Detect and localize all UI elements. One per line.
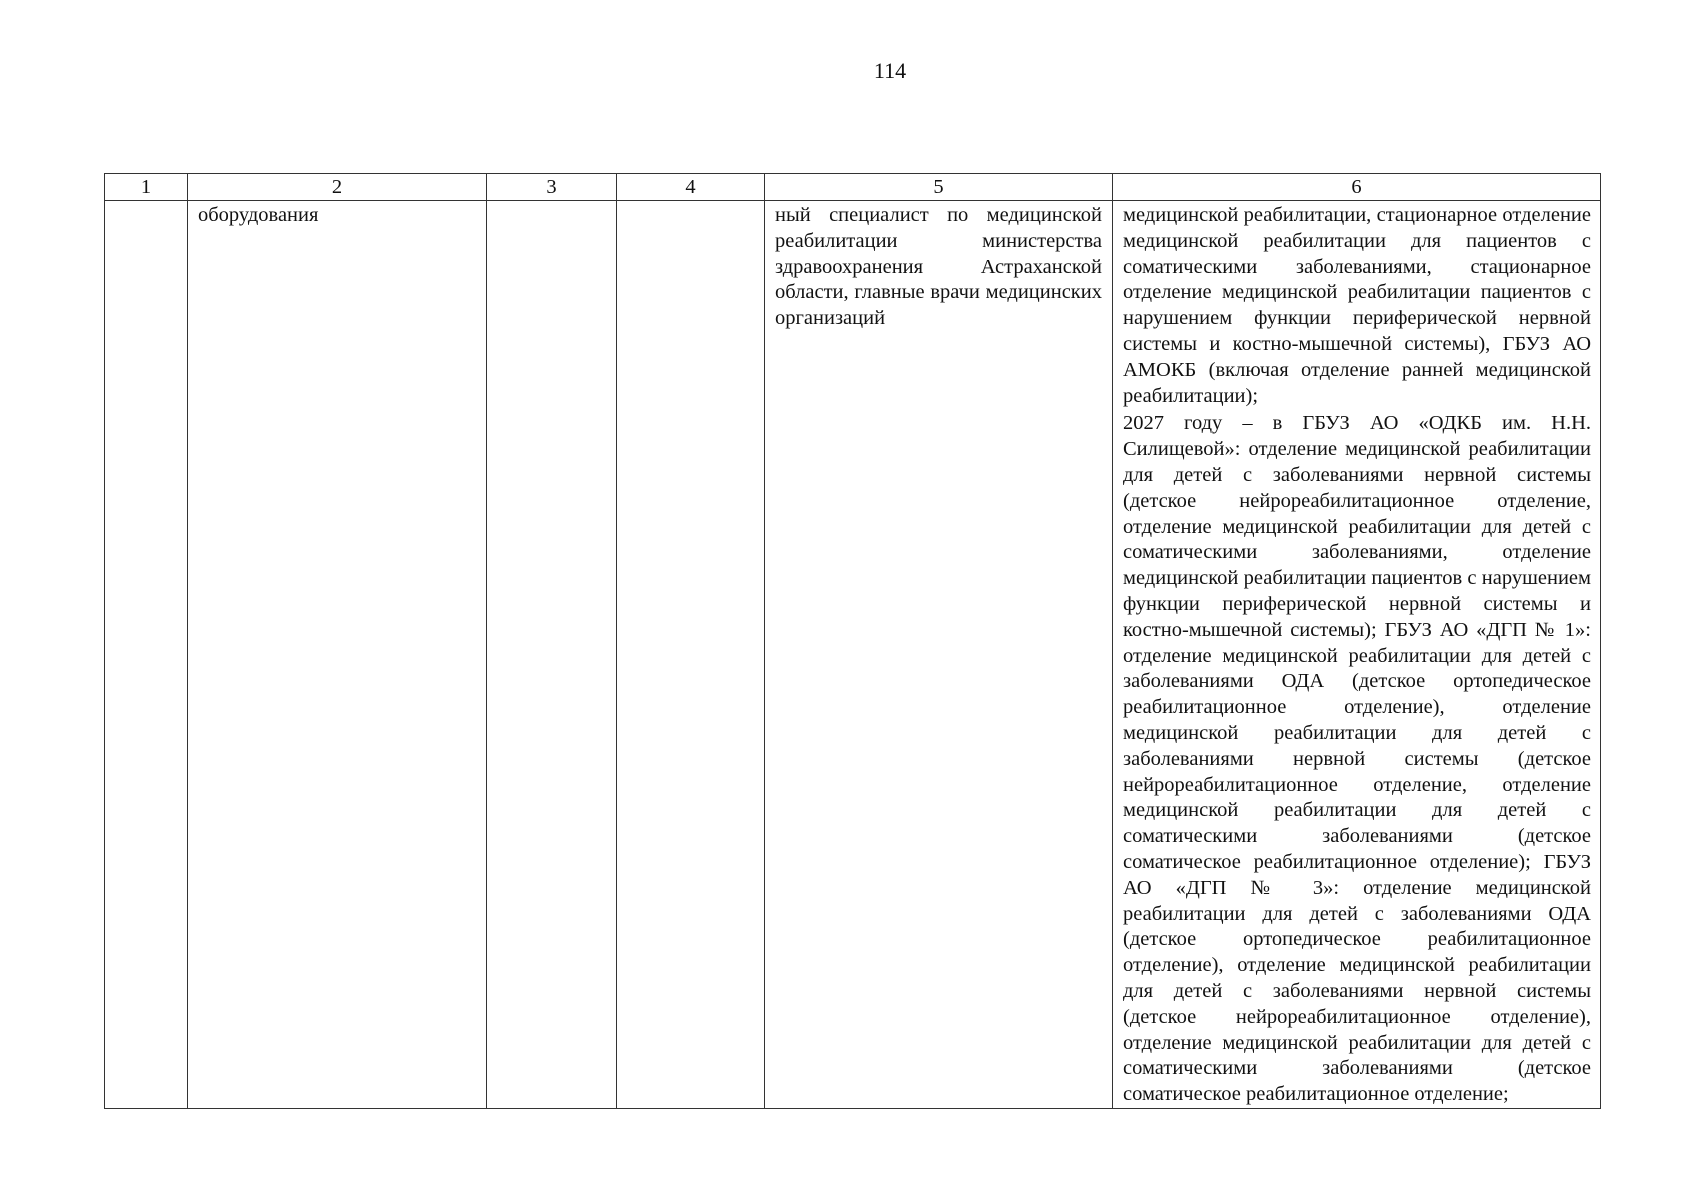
column-header-4: 4 <box>617 174 765 201</box>
table-header-row <box>105 174 1601 201</box>
cell-col-2 <box>188 201 487 1109</box>
cell-col-6 <box>1113 201 1601 1109</box>
column-header-5: 5 <box>765 174 1113 201</box>
cell-col-1 <box>105 201 188 1109</box>
cell-text <box>105 201 187 203</box>
cell-text <box>617 201 764 203</box>
document-table <box>104 173 1601 1109</box>
page-number: 114 <box>873 58 907 83</box>
cell-text: ный специалист по медицинской реабилитации министерства здравоохранения Астраханской области, главные врачи медицинских организаций <box>775 204 1102 330</box>
table-row <box>105 201 1601 1109</box>
column-header-3: 3 <box>487 174 617 201</box>
column-header-6: 6 <box>1113 174 1601 201</box>
column-header-2: 2 <box>188 174 487 201</box>
cell-paragraph-2: 2027 году – в ГБУЗ АО «ОДКБ им. Н.Н. Силищевой»: отделение медицинской реабилитации для детей с заболеваниями нервной системы (детское нейрореабилитационное отделение, отделение медицинской реабилитации для детей с соматическими заболеваниями, отделение медицинской реабилитации пациентов с нарушением функции периферической нервной системы и костно-мышечной системы); ГБУЗ АО «ДГП № 1»: отделение медицинской реабилитации для детей с заболеваниями ОДА (детское ортопедическое реабилитационное отделение), отделение медицинской реабилитации для детей с заболеваниями нервной системы (детское нейрореабилитационное отделение, отделение медицинской реабилитации для детей с соматическими заболеваниями (детское соматическое реабилитационное отделение); ГБУЗ АО «ДГП № 3»: отделение медицинской реабилитации для детей с заболеваниями ОДА (детское ортопедическое реабилитационное отделение), отделение медицинской реабилитации для детей с заболеваниями нервной системы (детское нейрореабилитационное отделение), отделение медицинской реабилитации для детей с соматическими заболеваниями (детское соматическое реабилитационное отделение; <box>1123 412 1591 1106</box>
cell-text: оборудования <box>198 204 319 226</box>
cell-col-3 <box>487 201 617 1109</box>
cell-col-5 <box>765 201 1113 1109</box>
cell-text <box>487 201 616 203</box>
cell-paragraph-1: медицинской реабилитации, стационарное отделение медицинской реабилитации для пациентов с соматическими заболеваниями, стационарное отделение медицинской реабилитации пациентов с нарушением функции периферической нервной системы и костно-мышечной системы), ГБУЗ АО АМОКБ (включая отделение ранней медицинской реабилитации); <box>1123 204 1591 407</box>
column-header-1: 1 <box>105 174 188 201</box>
cell-col-4 <box>617 201 765 1109</box>
